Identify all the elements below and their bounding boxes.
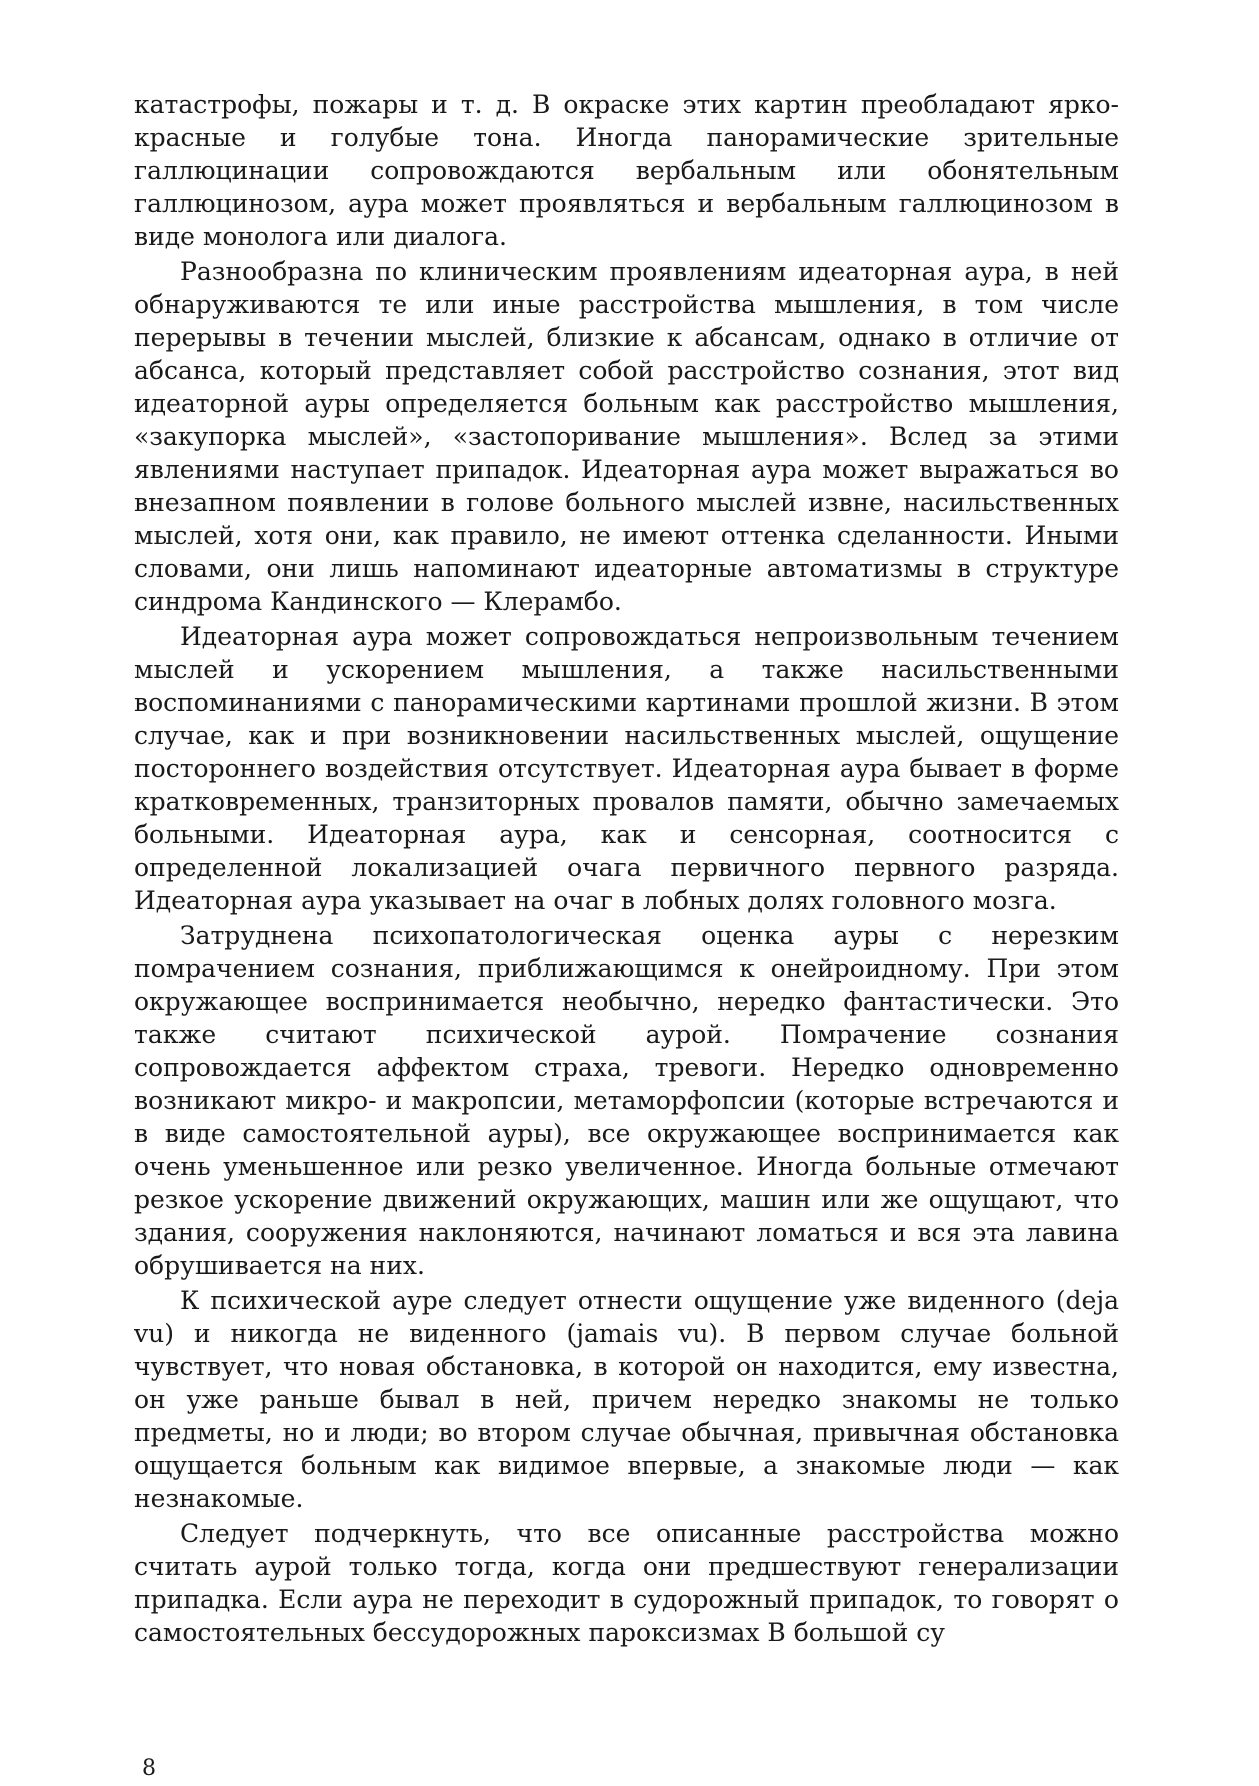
paragraph-ideatory-aura-memory: Идеаторная аура может сопровождаться непроизвольным течением мыслей и ускорением мышления, а также насильственными воспоминаниями с панорамическими картинами прошлой жизни. В этом случае, как и при возникновении насильственных мыслей, ощущение постороннего воздействия отсутствует. Идеаторная аура бывает в форме кратковременных, транзиторных провалов памяти, обычно замечаемых больными. Идеаторная аура, как и сенсорная, соотносится с определенной локализацией очага первичного первного разряда. Идеаторная аура указывает на очаг в лобных долях головного мозга. bbox=[134, 622, 1119, 915]
paragraph-ideatory-aura: Разнообразна по клиническим проявлениям идеаторная аура, в ней обнаруживаются те или иные расстройства мышления, в том числе перерывы в течении мыслей, близкие к абсансам, однако в отличие от абсанса, который представляет собой расстройство сознания, этот вид идеаторной ауры определяется больным как расстройство мышления, «закупорка мыслей», «застопоривание мышления». Вслед за этими явлениями наступает припадок. Идеаторная аура может выражаться во внезапном появлении в голове больного мыслей извне, насильственных мыслей, хотя они, как правило, не имеют оттенка сделанности. Иными словами, они лишь напоминают идеаторные автоматизмы в структуре синдрома Кандинского — Клерамбо. bbox=[134, 257, 1119, 616]
paragraph-clouded-consciousness: Затруднена психопатологическая оценка ауры с нерезким помрачением сознания, приближающимся к онейроидному. При этом окружающее воспринимается необычно, нередко фантастически. Это также считают психической аурой. Помрачение сознания сопровождается аффектом страха, тревоги. Нередко одновременно возникают микро- и макропсии, метаморфопсии (которые встречаются и в виде самостоятельной ауры), все окружающее воспринимается как очень уменьшенное или резко увеличенное. Иногда больные отмечают резкое ускорение движений окружающих, машин или же ощущают, что здания, сооружения наклоняются, начинают ломаться и вся эта лавина обрушивается на них. bbox=[134, 921, 1119, 1280]
body-text bbox=[134, 88, 1119, 1651]
page-number: 8 bbox=[142, 1756, 156, 1781]
paragraph-conclusion: Следует подчеркнуть, что все описанные расстройства можно считать аурой только тогда, когда они предшествуют генерализации припадка. Если аура не переходит в судорожный припадок, то говорят о самостоятельных бессудорожных пароксизмах В большой су bbox=[134, 1519, 1119, 1647]
paragraph-continuation: катастрофы, пожары и т. д. В окраске этих картин преобладают ярко-красные и голубые тона. Иногда панорамические зрительные галлюцинации сопровождаются вербальным или обонятельным галлюцинозом, аура может проявляться и вербальным галлюцинозом в виде монолога или диалога. bbox=[134, 90, 1119, 251]
paragraph-deja-vu: К психической ауре следует отнести ощущение уже виденного (deja vu) и никогда не виденного (jamais vu). В первом случае больной чувствует, что новая обстановка, в которой он находится, ему известна, он уже раньше бывал в ней, причем нередко знакомы не только предметы, но и люди; во втором случае обычная, привычная обстановка ощущается больным как видимое впервые, а знакомые люди — как незнакомые. bbox=[134, 1286, 1119, 1513]
